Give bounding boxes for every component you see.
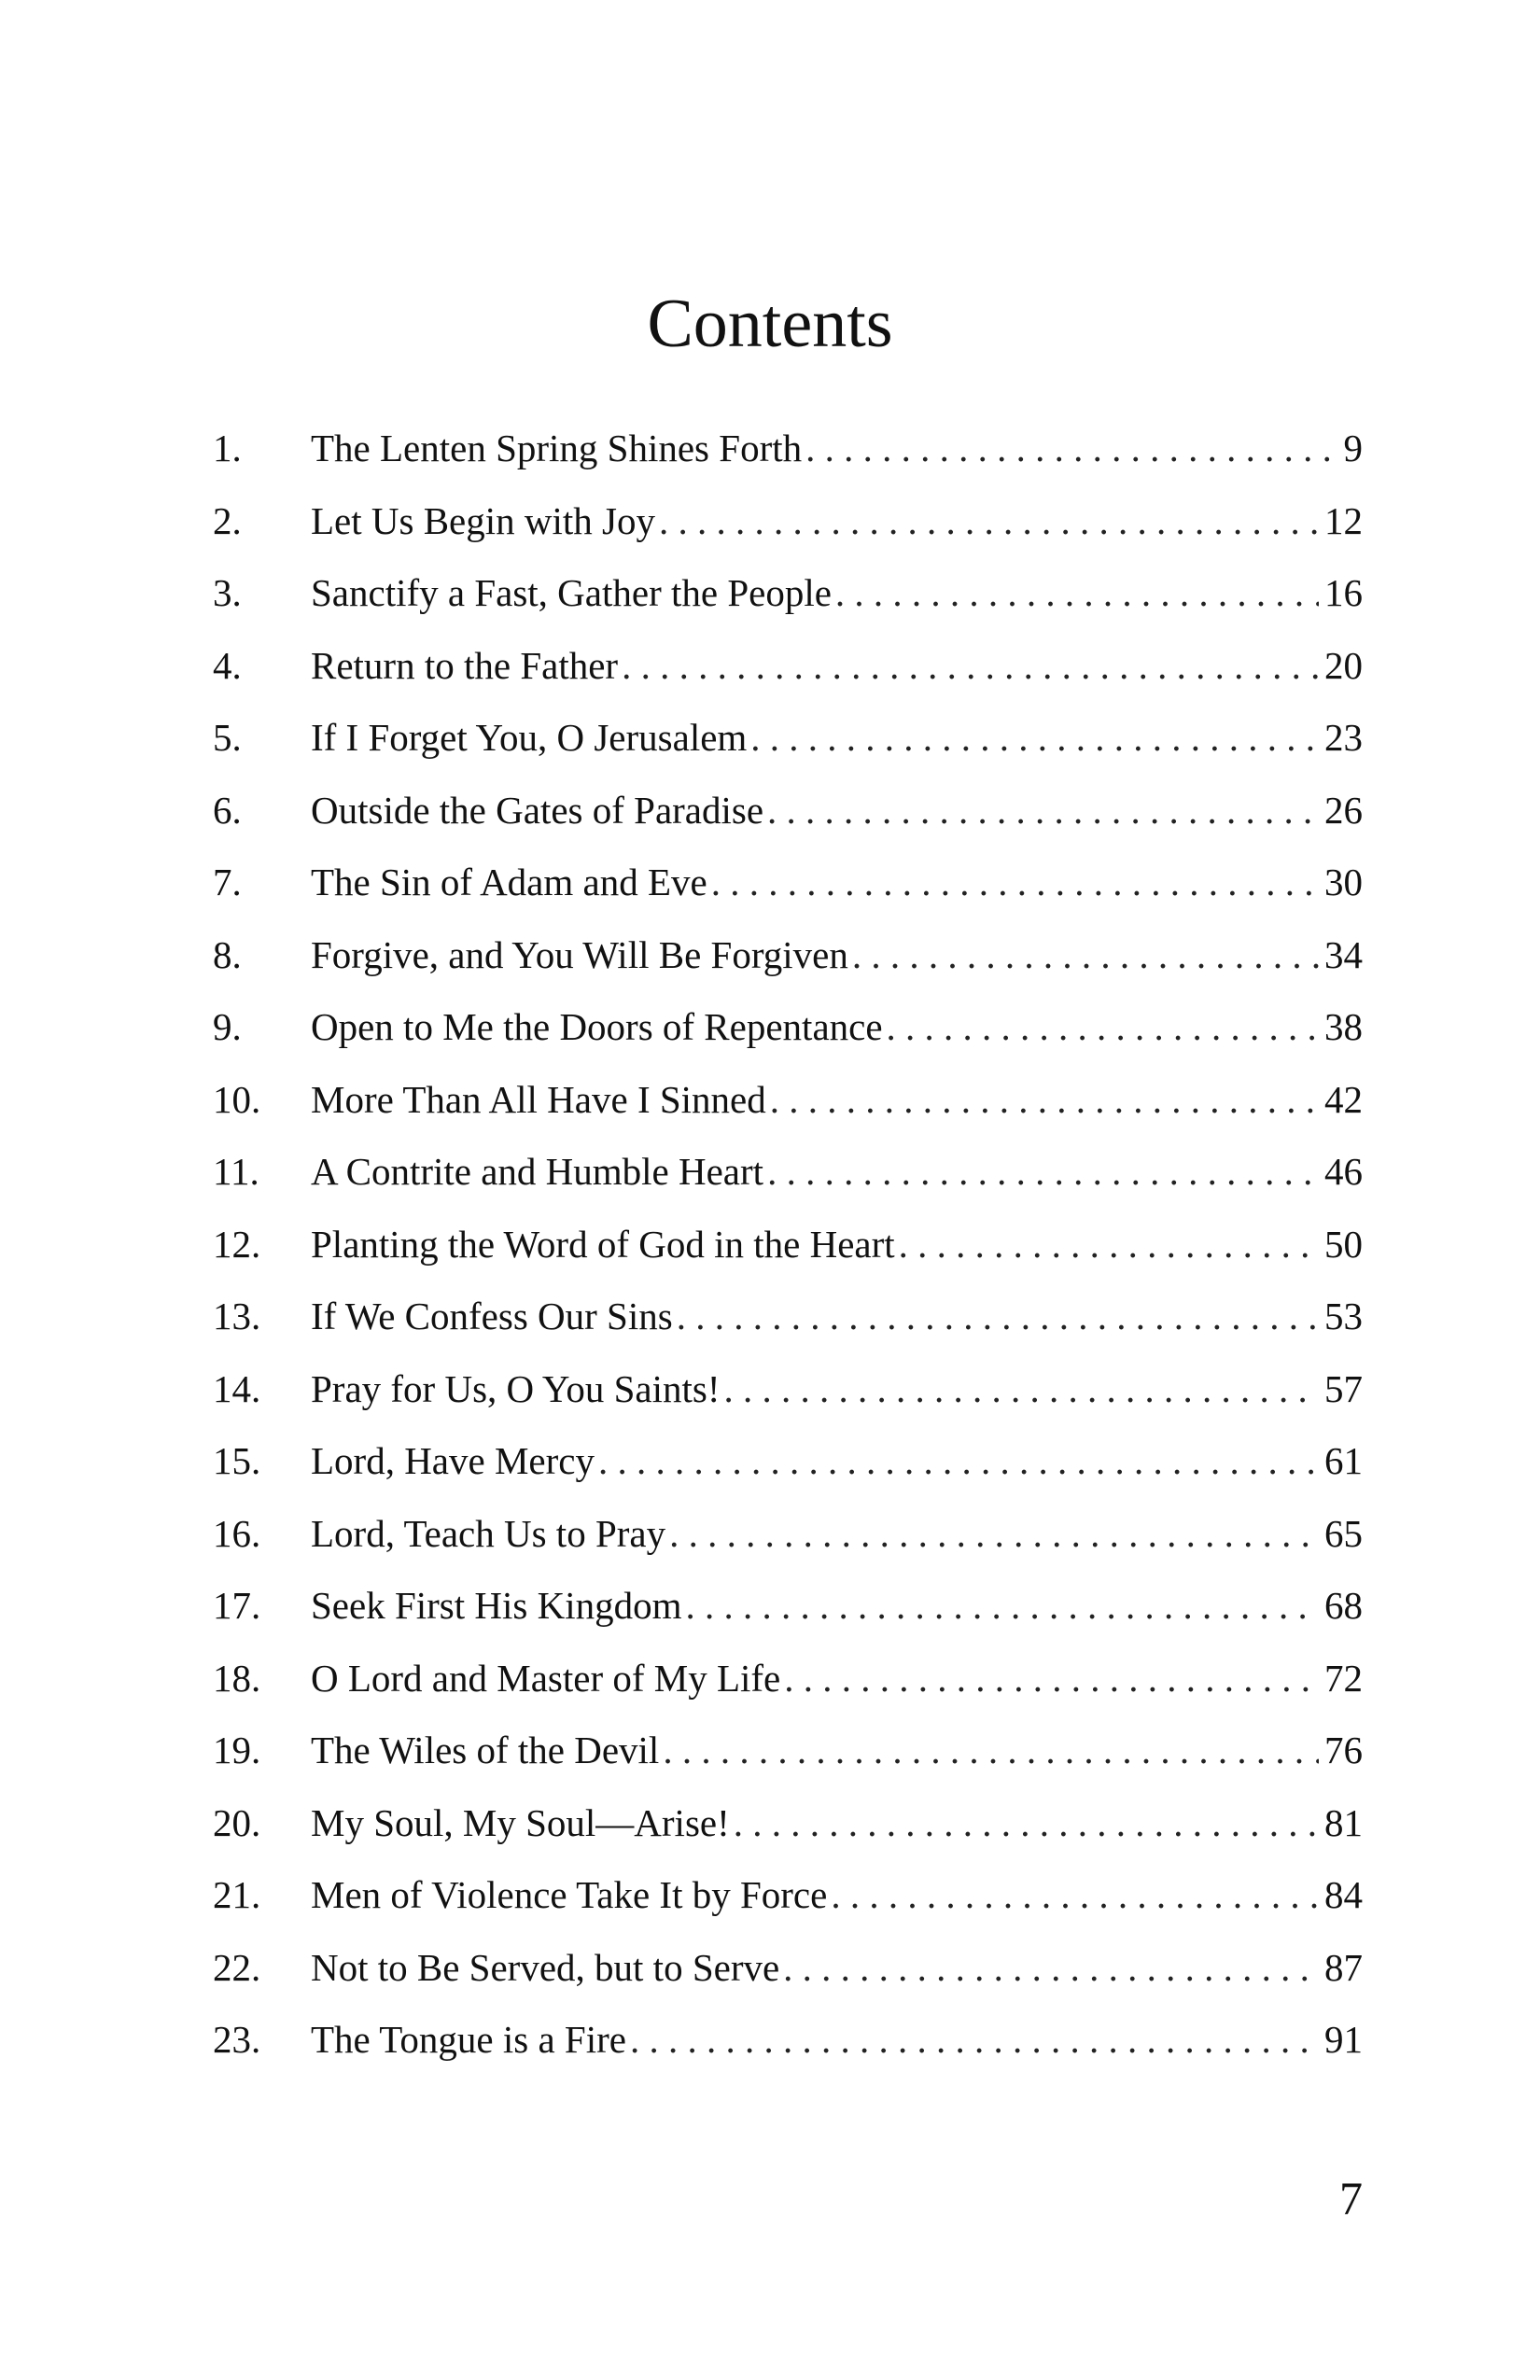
toc-dot-leader [659, 485, 1319, 558]
toc-dot-leader [831, 1859, 1319, 1932]
toc-entry [213, 630, 1363, 703]
toc-entry-page: 9 [1343, 427, 1363, 469]
toc-entry-number: 15. [213, 1439, 261, 1482]
toc-entry-page: 26 [1324, 788, 1363, 832]
toc-entry [213, 775, 1363, 847]
page-title: Contents [647, 286, 893, 362]
toc-entry-number: 19. [213, 1729, 261, 1771]
toc-entry-title: The Sin of Adam and Eve [311, 861, 707, 903]
toc-entry-number: 23. [213, 2018, 261, 2061]
toc-entry-number: 4. [213, 643, 242, 687]
toc-entry-title: More Than All Have I Sinned [311, 1077, 766, 1121]
toc-dot-leader [622, 630, 1319, 703]
toc-entry-page: 91 [1324, 2018, 1363, 2061]
toc-entry [213, 1064, 1363, 1137]
toc-entry-page: 61 [1324, 1439, 1363, 1482]
toc-entry-number: 8. [213, 932, 242, 976]
toc-dot-leader [805, 413, 1337, 485]
toc-dot-leader [663, 1715, 1319, 1787]
toc-entry [213, 1353, 1363, 1426]
toc-entry-title: The Lenten Spring Shines Forth [311, 427, 803, 469]
toc-entry-number: 3. [213, 571, 242, 614]
toc-entry [213, 1570, 1363, 1643]
toc-dot-leader [724, 1353, 1319, 1426]
toc-dot-leader [750, 702, 1319, 775]
toc-entry-number: 18. [213, 1656, 261, 1700]
toc-entry-title: The Tongue is a Fire [311, 2018, 626, 2061]
toc-entry-number: 12. [213, 1222, 261, 1266]
toc-entry-page: 68 [1324, 1584, 1363, 1627]
table-of-contents [213, 413, 1363, 2077]
toc-entry [213, 485, 1363, 558]
toc-entry-title: Pray for Us, O You Saints! [311, 1366, 721, 1410]
toc-entry-title: If I Forget You, O Jerusalem [311, 716, 748, 759]
toc-entry [213, 1425, 1363, 1498]
toc-entry-title: Return to the Father [311, 643, 619, 687]
page-number: 7 [1339, 2172, 1363, 2224]
toc-entry [213, 991, 1363, 1064]
toc-entry-number: 21. [213, 1873, 261, 1916]
toc-entry-number: 20. [213, 1800, 261, 1844]
toc-dot-leader [734, 1787, 1319, 1860]
toc-dot-leader [711, 847, 1319, 919]
toc-entry-title: If We Confess Our Sins [311, 1295, 673, 1337]
toc-entry-title: A Contrite and Humble Heart [311, 1150, 764, 1193]
toc-entry [213, 1136, 1363, 1209]
toc-entry-title: Lord, Teach Us to Pray [311, 1511, 666, 1555]
toc-entry [213, 413, 1363, 485]
toc-entry-title: O Lord and Master of My Life [311, 1656, 781, 1700]
toc-entry [213, 702, 1363, 775]
toc-dot-leader [677, 1281, 1319, 1353]
toc-entry-number: 13. [213, 1295, 261, 1337]
toc-entry-title: Seek First His Kingdom [311, 1584, 682, 1627]
toc-dot-leader [669, 1498, 1319, 1571]
toc-entry-title: Planting the Word of God in the Heart [311, 1222, 895, 1266]
toc-entry-page: 42 [1324, 1077, 1363, 1121]
toc-entry-title: The Wiles of the Devil [311, 1729, 660, 1771]
toc-entry [213, 1281, 1363, 1353]
toc-entry-number: 9. [213, 1005, 242, 1048]
toc-entry-page: 57 [1324, 1366, 1363, 1410]
toc-entry-title: Not to Be Served, but to Serve [311, 1945, 780, 1989]
toc-dot-leader [887, 991, 1319, 1064]
toc-entry-number: 1. [213, 427, 242, 469]
toc-entry [213, 1932, 1363, 2005]
toc-entry [213, 557, 1363, 630]
toc-entry-page: 81 [1324, 1800, 1363, 1844]
toc-dot-leader [598, 1425, 1319, 1498]
toc-dot-leader [767, 1136, 1319, 1209]
toc-entry [213, 1209, 1363, 1281]
toc-entry-page: 23 [1324, 716, 1363, 759]
toc-entry-number: 5. [213, 716, 242, 759]
toc-entry-page: 30 [1324, 861, 1363, 903]
toc-entry [213, 1787, 1363, 1860]
toc-dot-leader [770, 1064, 1319, 1137]
toc-entry-number: 16. [213, 1511, 261, 1555]
toc-entry-title: Let Us Begin with Joy [311, 498, 655, 542]
toc-entry-page: 46 [1324, 1150, 1363, 1193]
toc-entry-page: 50 [1324, 1222, 1363, 1266]
toc-dot-leader [783, 1932, 1319, 2005]
toc-entry [213, 1498, 1363, 1571]
toc-entry-title: Men of Violence Take It by Force [311, 1873, 828, 1916]
toc-entry-number: 2. [213, 498, 242, 542]
toc-entry-title: Outside the Gates of Paradise [311, 788, 764, 832]
toc-entry-number: 22. [213, 1945, 261, 1989]
toc-entry [213, 1715, 1363, 1787]
toc-entry [213, 919, 1363, 992]
toc-entry-title: Sanctify a Fast, Gather the People [311, 571, 832, 614]
toc-entry-number: 17. [213, 1584, 261, 1627]
toc-entry-number: 14. [213, 1366, 261, 1410]
toc-entry-page: 38 [1324, 1005, 1363, 1048]
toc-entry-title: Lord, Have Mercy [311, 1439, 595, 1482]
toc-dot-leader [686, 1570, 1320, 1643]
toc-dot-leader [784, 1643, 1319, 1715]
toc-entry-page: 72 [1324, 1656, 1363, 1700]
toc-entry-page: 53 [1324, 1295, 1363, 1337]
toc-entry-page: 84 [1324, 1873, 1363, 1916]
toc-entry-number: 11. [213, 1150, 259, 1193]
toc-entry-title: Forgive, and You Will Be Forgiven [311, 932, 848, 976]
toc-entry-number: 7. [213, 861, 242, 903]
toc-entry-number: 10. [213, 1077, 261, 1121]
toc-entry [213, 1859, 1363, 1932]
toc-dot-leader [852, 919, 1319, 992]
toc-dot-leader [767, 775, 1319, 847]
toc-entry-page: 65 [1324, 1511, 1363, 1555]
toc-entry [213, 847, 1363, 919]
toc-entry-page: 20 [1324, 643, 1363, 687]
toc-entry [213, 2004, 1363, 2077]
toc-entry-page: 34 [1324, 932, 1363, 976]
toc-entry [213, 1643, 1363, 1715]
toc-entry-page: 87 [1324, 1945, 1363, 1989]
toc-entry-page: 16 [1324, 571, 1363, 614]
toc-dot-leader [835, 557, 1319, 630]
toc-entry-title: My Soul, My Soul—Arise! [311, 1800, 730, 1844]
toc-dot-leader [899, 1209, 1319, 1281]
toc-entry-title: Open to Me the Doors of Repentance [311, 1005, 883, 1048]
toc-entry-number: 6. [213, 788, 242, 832]
toc-entry-page: 76 [1324, 1729, 1363, 1771]
toc-dot-leader [630, 2004, 1319, 2077]
toc-entry-page: 12 [1324, 498, 1363, 542]
